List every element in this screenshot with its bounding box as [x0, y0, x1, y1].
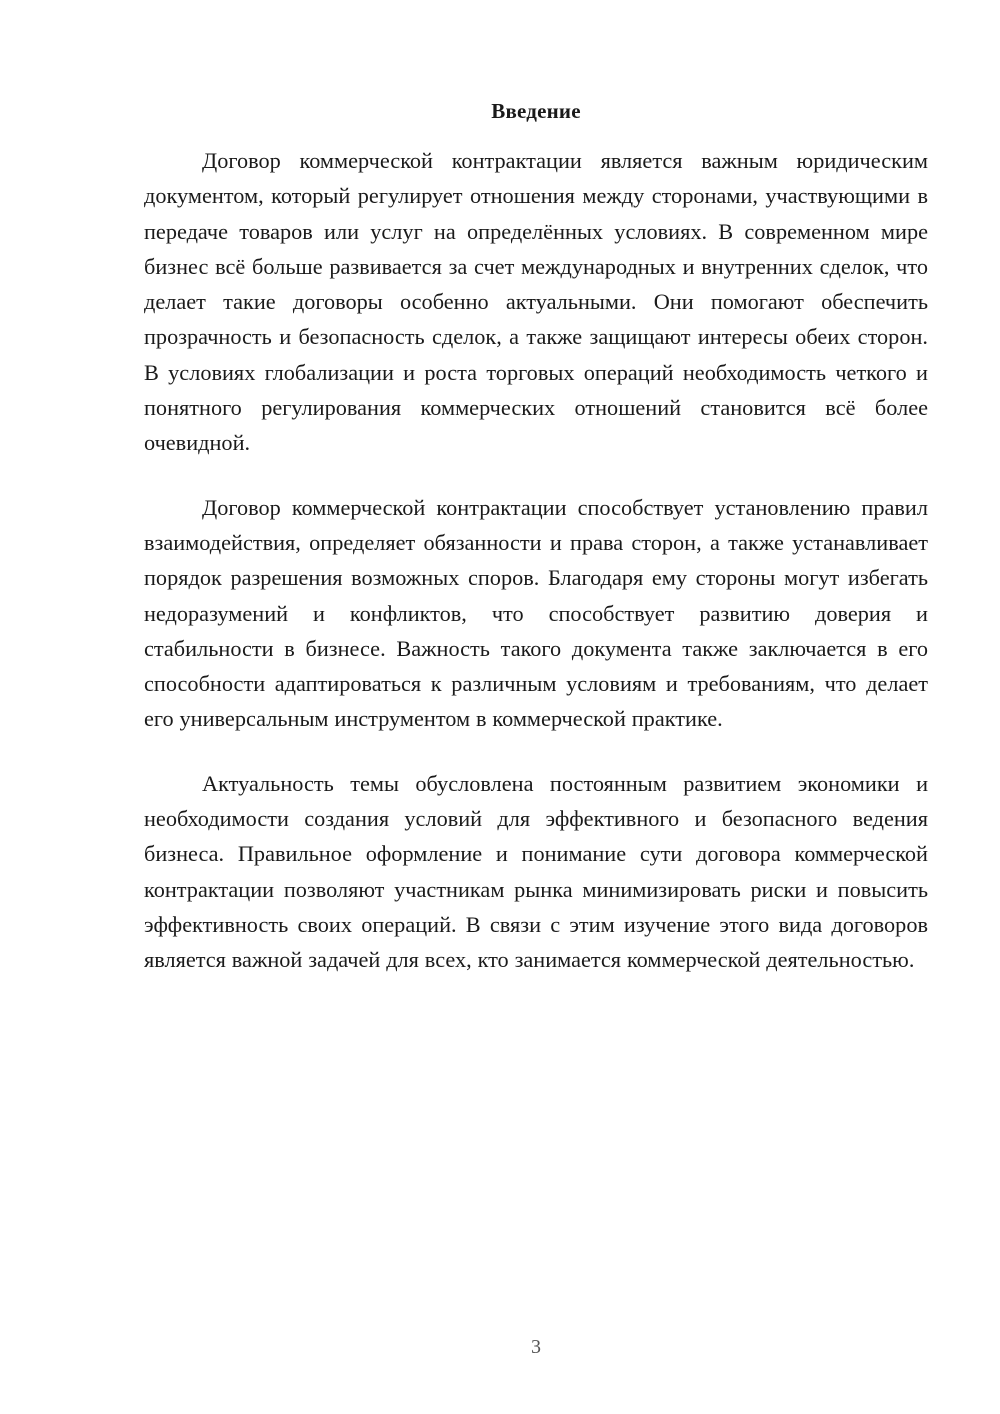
section-title: Введение: [491, 99, 581, 123]
paragraph-3: Актуальность темы обусловлена постоянным развитием экономики и необходимости создания условий для эффективного и безопасного ведения бизнеса. Правильное оформление и понимание сути договора коммерческой контрактации позволяют участникам рынка минимизировать риски и повысить эффективность своих операций. В связи с этим изучение этого вида договоров является важной задачей для всех, кто занимается коммерческой деятельностью.: [144, 770, 928, 973]
paragraph-2: Договор коммерческой контрактации способствует установлению правил взаимодействия, определяет обязанности и права сторон, а также устанавливает порядок разрешения возможных споров. Благодаря ему стороны могут избегать недоразумений и конфликтов, что способствует развитию доверия и стабильности в бизнесе. Важность такого документа также заключается в его способности адаптироваться к различным условиям и требованиям, что делает его универсальным инструментом в коммерческой практике.: [144, 494, 928, 732]
paragraph-1: Договор коммерческой контрактации является важным юридическим документом, который регулирует отношения между сторонами, участвующими в передаче товаров или услуг на определённых условиях. В современном мире бизнес всё больше развивается за счет международных и внутренних сделок, что делает такие договоры особенно актуальными. Они помогают обеспечить прозрачность и безопасность сделок, а также защищают интересы обеих сторон. В условиях глобализации и роста торговых операций необходимость четкого и понятного регулирования коммерческих отношений становится всё более очевидной.: [144, 148, 928, 456]
page-number: 3: [531, 1336, 541, 1358]
document-body: [144, 143, 928, 1007]
